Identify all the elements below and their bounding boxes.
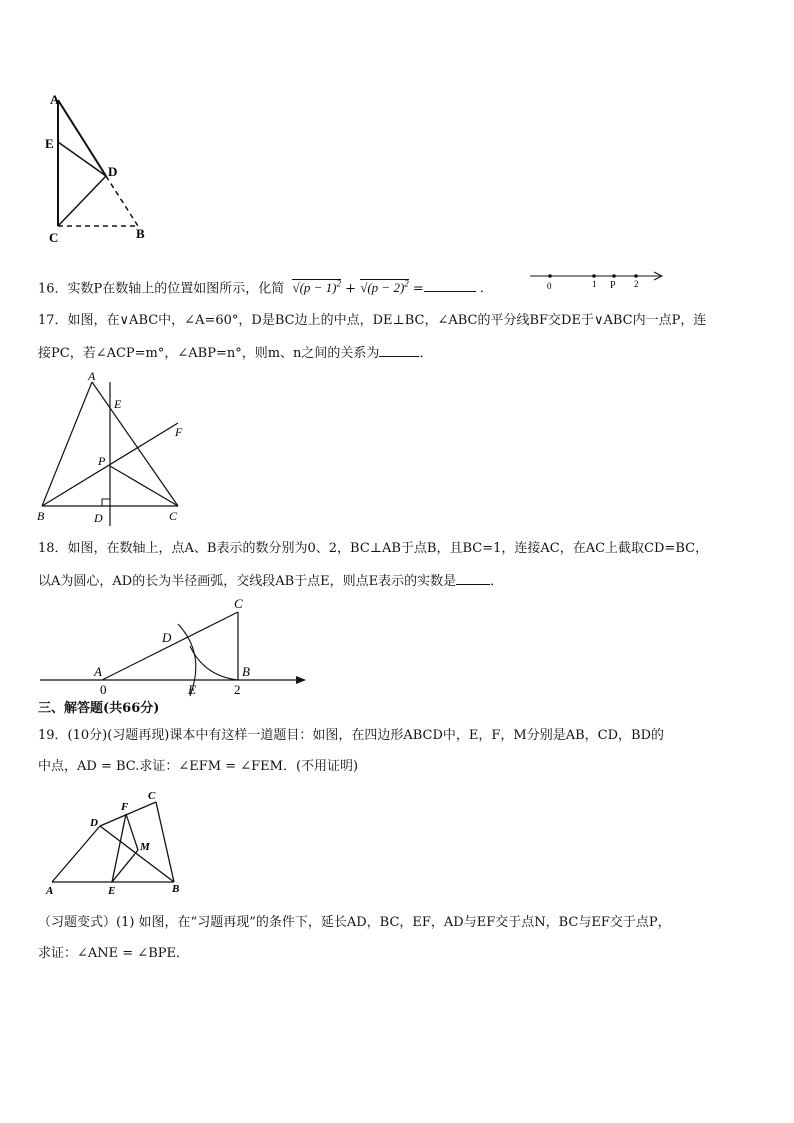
q19-variant-line2: 求证：∠ANE = ∠BPE． [38,946,189,961]
q19-label-C: C [148,790,156,802]
q17-label-B: B [37,509,45,523]
q16-plus: + [345,281,357,297]
q19-label-B: B [172,883,180,895]
q18-line2: 以A为圆心，AD的长为半径画弧，交线段AB于点E，则点E表示的实数是 ． [38,570,503,592]
q17-answer-blank[interactable] [379,342,419,357]
q19-figure [38,788,198,898]
q19-label-M: M [140,841,150,853]
q18-label-D: D [162,630,172,645]
q19-label-F: F [121,801,129,813]
q16-expr1: $√(p - 1)^2$ [292,279,342,296]
q17-figure [32,368,202,528]
q16-number-line [528,268,668,292]
q17-label-C: C [169,509,178,523]
q16-answer-blank[interactable] [424,277,476,292]
q18-label-B: B [242,664,250,679]
q16-stem: 实数P在数轴上的位置如图所示，化简 [67,281,285,297]
q17-line2: 接PC，若∠ACP=m°，∠ABP=n°，则m、n之间的关系为 ． [38,342,432,364]
q18-label-0: 0 [100,682,107,697]
q15-figure [40,90,170,250]
q18-line1: 18．如图，在数轴上，点A、B表示的数分别为0、2，BC⊥AB于点B，且BC=1，连接AC，在AC上截取CD=BC， [38,541,709,556]
q16-expr2: $√(p - 2)^2$ [360,279,409,296]
q17-label-A: A [88,369,96,383]
q17-label-D: D [94,511,103,525]
q19-label-A: A [46,885,54,897]
q18-label-C: C [234,596,243,611]
q15-label-B: B [136,226,145,241]
q16-axis-1: 1 [592,279,597,289]
q16-number: 16． [38,281,68,297]
q17-label-F: F [175,425,183,439]
q16-axis-0: 0 [547,281,552,291]
q17-label-P: P [98,454,106,468]
q17-label-E: E [114,397,122,411]
q18-figure [38,594,310,698]
q18-label-2: 2 [234,682,241,697]
q15-label-D: D [108,164,118,179]
q16-end: ． [479,281,493,297]
q16-axis-P: P [610,280,616,291]
section-heading: 三、解答题(共66分) [38,701,160,716]
q15-label-C: C [49,230,59,245]
q18-answer-blank[interactable] [456,570,490,585]
q19-line2: 中点，AD = BC.求证：∠EFM = ∠FEM．(不用证明) [38,759,359,774]
q19-label-D: D [90,817,98,829]
q18-label-E: E [188,682,196,697]
q16-text [38,274,493,299]
q18-label-A: A [94,664,102,679]
q17-line1: 17．如图，在∨ABC中，∠A=60°，D是BC边上的中点，DE⊥BC，∠ABC的平分线BF交DE于∨ABC内一点P，连 [38,313,707,328]
q19-label-E: E [108,885,116,897]
q19-variant-line1: （习题变式）(1) 如图，在“习题再现”的条件下，延长AD，BC，EF，AD与EF交于点N，BC与EF交于点P， [38,915,671,930]
q19-line1: 19．(10分)(习题再现)课本中有这样一道题目：如图，在四边形ABCD中，E，F，M分别是AB，CD，BD的 [38,728,665,743]
q15-label-E: E [45,136,54,151]
q15-label-A: A [50,92,60,107]
q16-equals: = [412,281,424,297]
q16-axis-2: 2 [634,279,639,289]
